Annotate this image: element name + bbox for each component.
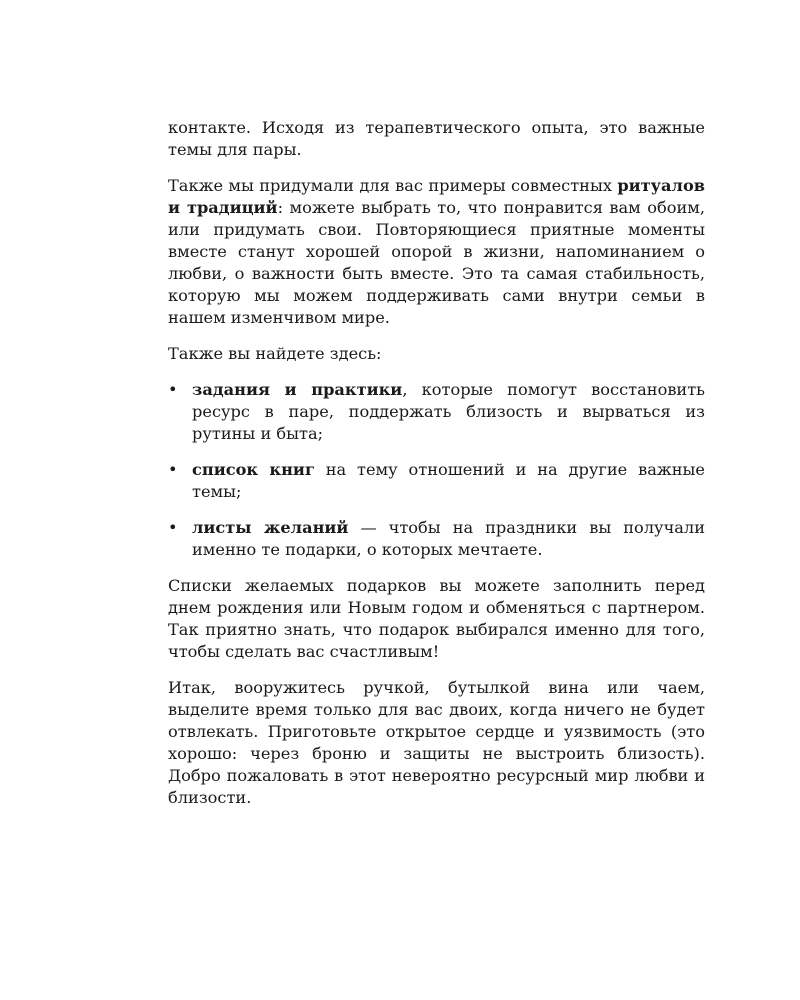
list-item-text: — чтобы на праздники вы получали именно те подарки, о которых мечтаете.: [192, 518, 706, 559]
list-item: [168, 459, 705, 503]
list-item-bold: задания и практики: [192, 380, 403, 399]
list-item: [168, 517, 705, 561]
bullet-icon: •: [168, 518, 178, 537]
paragraph-intro: контакте. Исходя из терапевтического опыта, это важные темы для пары.: [168, 118, 705, 159]
paragraph-list-intro: Также вы найдете здесь:: [168, 344, 382, 363]
list-item: [168, 379, 705, 445]
paragraph-rituals-pre: Также мы придумали для вас примеры совместных: [168, 176, 618, 195]
bullet-list: [168, 379, 705, 561]
bullet-icon: •: [168, 380, 178, 399]
list-item-bold: список книг: [192, 460, 315, 479]
list-item-bold: листы желаний: [192, 518, 349, 537]
paragraph-closing: Итак, вооружитесь ручкой, бутылкой вина или чаем, выделите время только для вас двоих, когда ничего не будет отвлекать. Приготовьте открытое сердце и уязвимость (это хорошо: через броню и защиты не выстроить близость). Добро пожаловать в этот невероятно ресурсный мир любви и близости.: [168, 678, 705, 807]
page-body: [168, 117, 705, 823]
list-item-text: на тему отношений и на другие важные темы;: [192, 460, 706, 501]
paragraph-rituals: [168, 175, 705, 329]
list-item-text: , которые помогут восстановить ресурс в паре, поддержать близость и вырваться из рутины и быта;: [192, 380, 705, 443]
paragraph-gifts: Списки желаемых подарков вы можете заполнить перед днем рождения или Новым годом и обменяться с партнером. Так приятно знать, что подарок выбирался именно для того, чтобы сделать вас счастливым!: [168, 576, 705, 661]
paragraph-rituals-post: : можете выбрать то, что понравится вам обоим, или придумать свои. Повторяющиеся приятные моменты вместе станут хорошей опорой в жизни, напоминанием о любви, о важности быть вместе. Это та самая стабильность, которую мы можем поддерживать сами внутри семьи в нашем изменчивом мире.: [168, 198, 706, 327]
paragraph-rituals-bold: ритуалов и традиций: [168, 176, 705, 217]
bullet-icon: •: [168, 460, 178, 479]
